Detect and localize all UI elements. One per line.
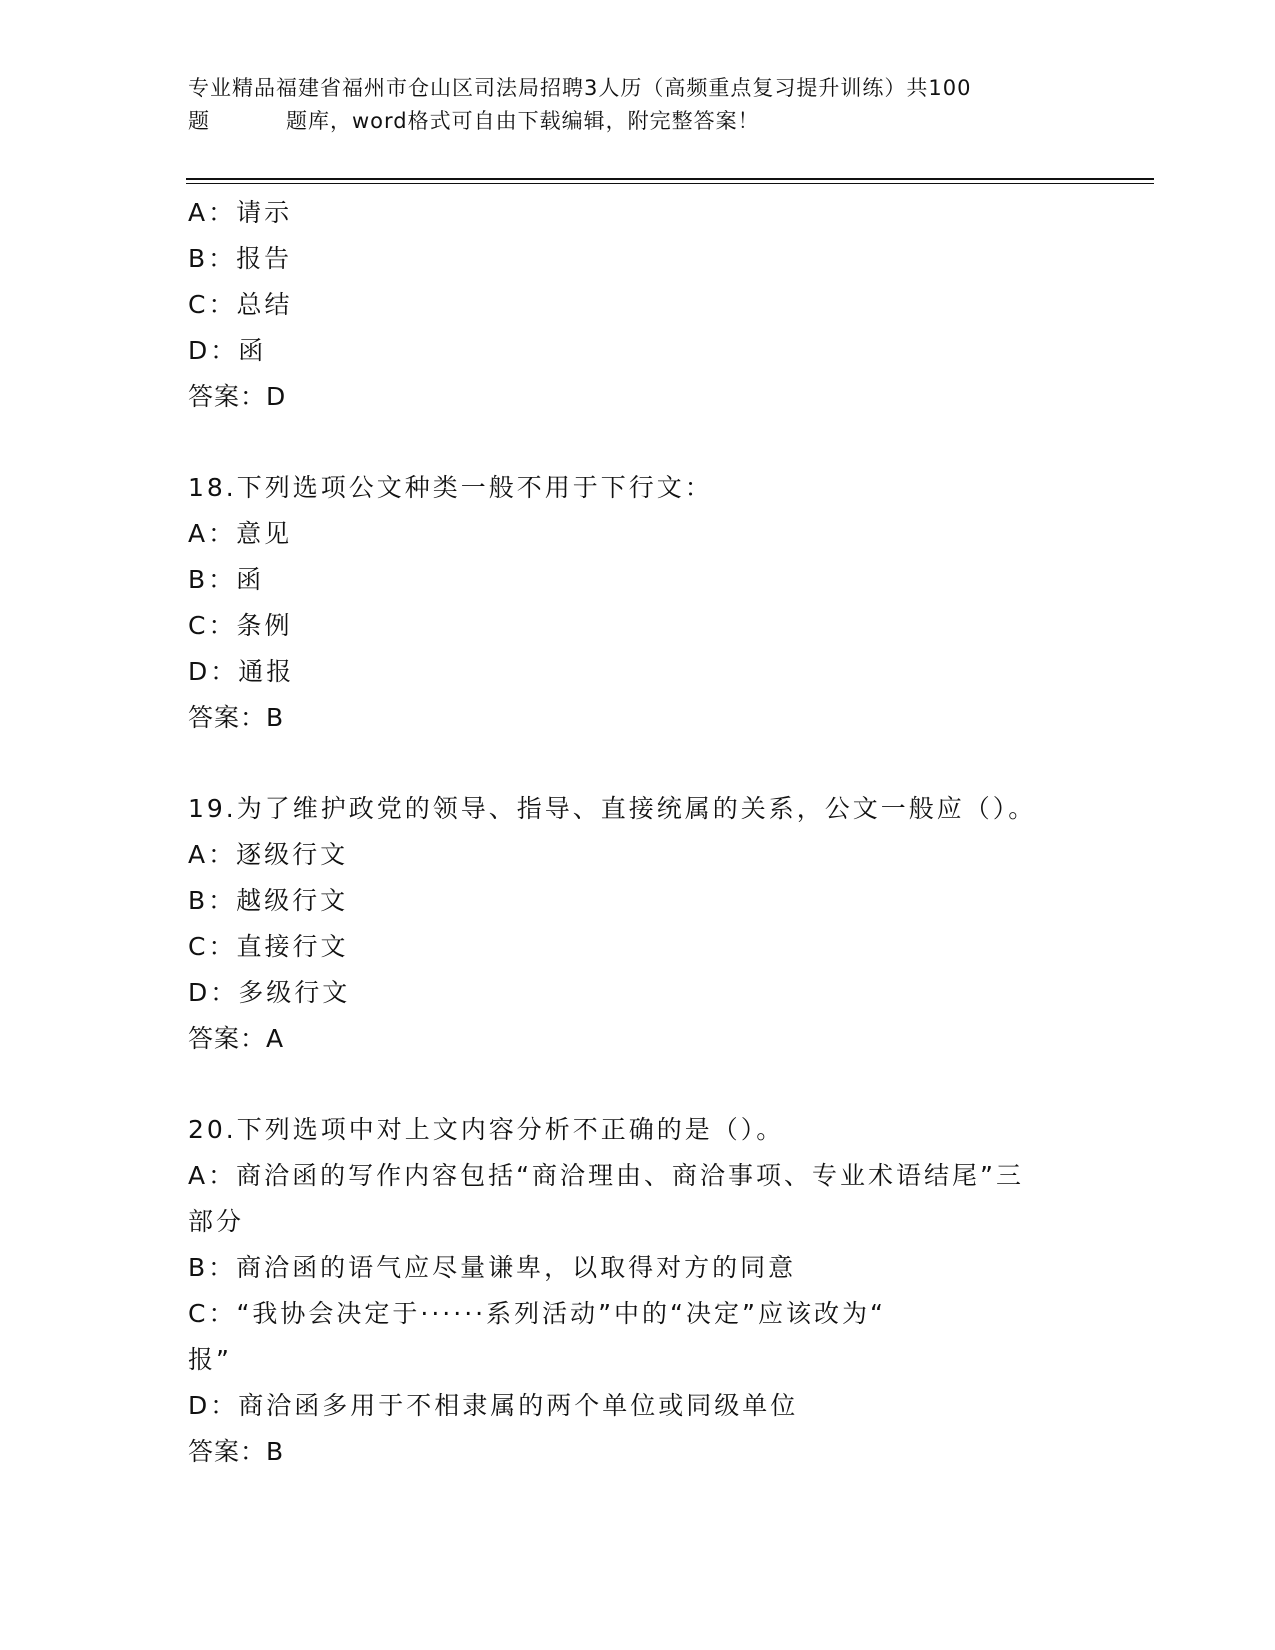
question-17-option-b: B：报告 [188, 244, 293, 273]
question-20-option-d: D：商洽函多用于不相隶属的两个单位或同级单位 [188, 1391, 799, 1420]
question-18-block [188, 465, 1088, 741]
question-19-option-c: C：直接行文 [188, 932, 349, 961]
header-divider-thick [186, 178, 1154, 180]
question-18-answer: 答案：B [188, 703, 285, 732]
question-20-answer: 答案：B [188, 1437, 285, 1466]
question-18-text: 18.下列选项公文种类一般不用于下行文： [188, 473, 713, 502]
spacer [188, 1062, 1088, 1107]
document-header [188, 72, 1088, 138]
header-divider-thin [186, 183, 1154, 184]
question-17-option-c: C：总结 [188, 290, 293, 319]
question-20-block [188, 1107, 1088, 1475]
question-19-option-d: D：多级行文 [188, 978, 351, 1007]
header-title-line-2-start: 题 [188, 109, 210, 133]
question-19-option-b: B：越级行文 [188, 886, 349, 915]
question-17-block [188, 190, 1088, 420]
spacer [188, 420, 1088, 465]
question-20-option-a-line-1: A：商洽函的写作内容包括“商洽理由、商洽事项、专业术语结尾”三 [188, 1161, 1025, 1190]
question-20-option-c-line-1: C：“我协会决定于······系列活动”中的“决定”应该改为“ [188, 1299, 886, 1328]
header-title-line-2-rest: 题库，word格式可自由下载编辑，附完整答案！ [286, 109, 760, 133]
question-20-option-c-line-2: 报” [188, 1345, 232, 1374]
question-19-answer: 答案：A [188, 1024, 285, 1053]
spacer [188, 741, 1088, 786]
header-title-line-2 [188, 105, 1088, 138]
question-list [188, 190, 1088, 1475]
header-title-line-1: 专业精品福建省福州市仓山区司法局招聘3人历（高频重点复习提升训练）共100 [188, 76, 972, 100]
question-18-option-b: B：函 [188, 565, 265, 594]
question-18-option-d: D：通报 [188, 657, 295, 686]
question-17-option-d: D：函 [188, 336, 267, 365]
question-20-text: 20.下列选项中对上文内容分析不正确的是（）。 [188, 1115, 785, 1144]
question-18-option-c: C：条例 [188, 611, 293, 640]
question-18-option-a: A：意见 [188, 519, 293, 548]
question-17-option-a: A：请示 [188, 198, 293, 227]
question-17-answer: 答案：D [188, 382, 287, 411]
question-19-option-a: A：逐级行文 [188, 840, 349, 869]
question-19-block [188, 786, 1088, 1062]
question-19-text: 19.为了维护政党的领导、指导、直接统属的关系，公文一般应（）。 [188, 794, 1037, 823]
question-20-option-a-line-2: 部分 [188, 1207, 245, 1236]
question-20-option-b: B：商洽函的语气应尽量谦卑，以取得对方的同意 [188, 1253, 797, 1282]
